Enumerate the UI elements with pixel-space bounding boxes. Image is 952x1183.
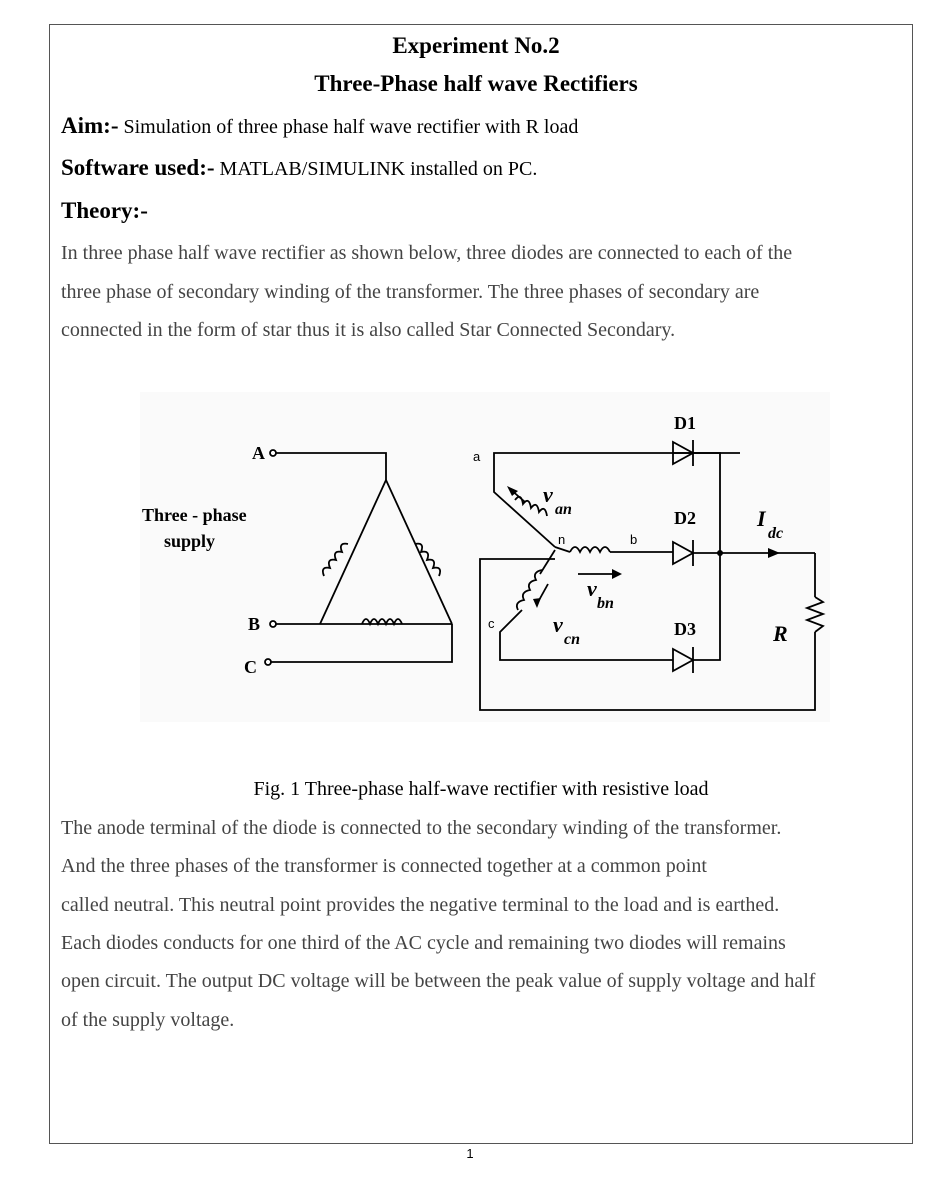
- diode-d3-label: D3: [674, 619, 696, 639]
- explanation-line-3a: called neutral: [61, 894, 170, 916]
- v-bn-subscript: bn: [597, 595, 614, 612]
- node-b-label: b: [630, 532, 638, 547]
- explanation-line-1: The anode terminal of the diode is connected to the secondary winding of the transformer.: [61, 817, 782, 839]
- aim-label: Aim:-: [61, 113, 119, 138]
- terminal-b-label: B: [248, 614, 261, 634]
- software-label: Software used:-: [61, 155, 215, 180]
- node-c-label: c: [488, 616, 495, 631]
- aim-line: [61, 113, 578, 139]
- experiment-number: Experiment No.2: [392, 33, 560, 58]
- node-n-label: n: [558, 532, 566, 547]
- supply-label-line1: Three - phase: [142, 505, 247, 525]
- software-line: [61, 155, 537, 181]
- theory-line-2: three phase of secondary winding of the transformer. The three phases of secondary are: [61, 281, 760, 303]
- v-cn-subscript: cn: [564, 631, 580, 648]
- terminal-a-label: A: [252, 443, 265, 463]
- node-a-label: a: [473, 449, 481, 464]
- theory-heading: Theory:-: [61, 198, 148, 223]
- diode-d1-label: D1: [674, 413, 696, 433]
- terminal-c-label: C: [244, 657, 257, 677]
- i-dc-symbol: I: [757, 506, 766, 531]
- explanation-line-5: open circuit. The output DC voltage will be between the peak value of supply voltage and half: [61, 970, 816, 992]
- v-an-subscript: an: [555, 501, 572, 518]
- i-dc-subscript: dc: [768, 525, 784, 542]
- resistor-label: R: [773, 621, 788, 646]
- diode-d2-label: D2: [674, 508, 696, 528]
- supply-label-line2: supply: [164, 531, 216, 551]
- rectifier-circuit-diagram: [140, 392, 830, 722]
- v-an-symbol: v: [543, 482, 553, 507]
- software-text: MATLAB/SIMULINK installed on PC.: [214, 158, 538, 180]
- theory-line-1: In three phase half wave rectifier as shown below, three diodes are connected to each of the: [61, 242, 793, 264]
- page-number: 1: [466, 1146, 474, 1161]
- v-bn-symbol: v: [587, 576, 597, 601]
- explanation-line-2: And the three phases of the transformer is connected together at a common point: [61, 855, 707, 877]
- v-cn-symbol: v: [553, 612, 563, 637]
- aim-text: Simulation of three phase half wave rectifier with R load: [118, 116, 579, 138]
- explanation-line-3: [61, 894, 779, 917]
- explanation-line-3b: . This neutral point provides the negative terminal to the load and is earthed.: [169, 894, 780, 916]
- explanation-line-6: of the supply voltage.: [61, 1009, 235, 1031]
- page-title: Three-Phase half wave Rectifiers: [314, 71, 638, 96]
- theory-line-3: connected in the form of star thus it is also called Star Connected Secondary.: [61, 319, 676, 341]
- explanation-line-4: Each diodes conducts for one third of the AC cycle and remaining two diodes will remains: [61, 932, 786, 954]
- figure-caption: Fig. 1 Three-phase half-wave rectifier with resistive load: [253, 778, 709, 800]
